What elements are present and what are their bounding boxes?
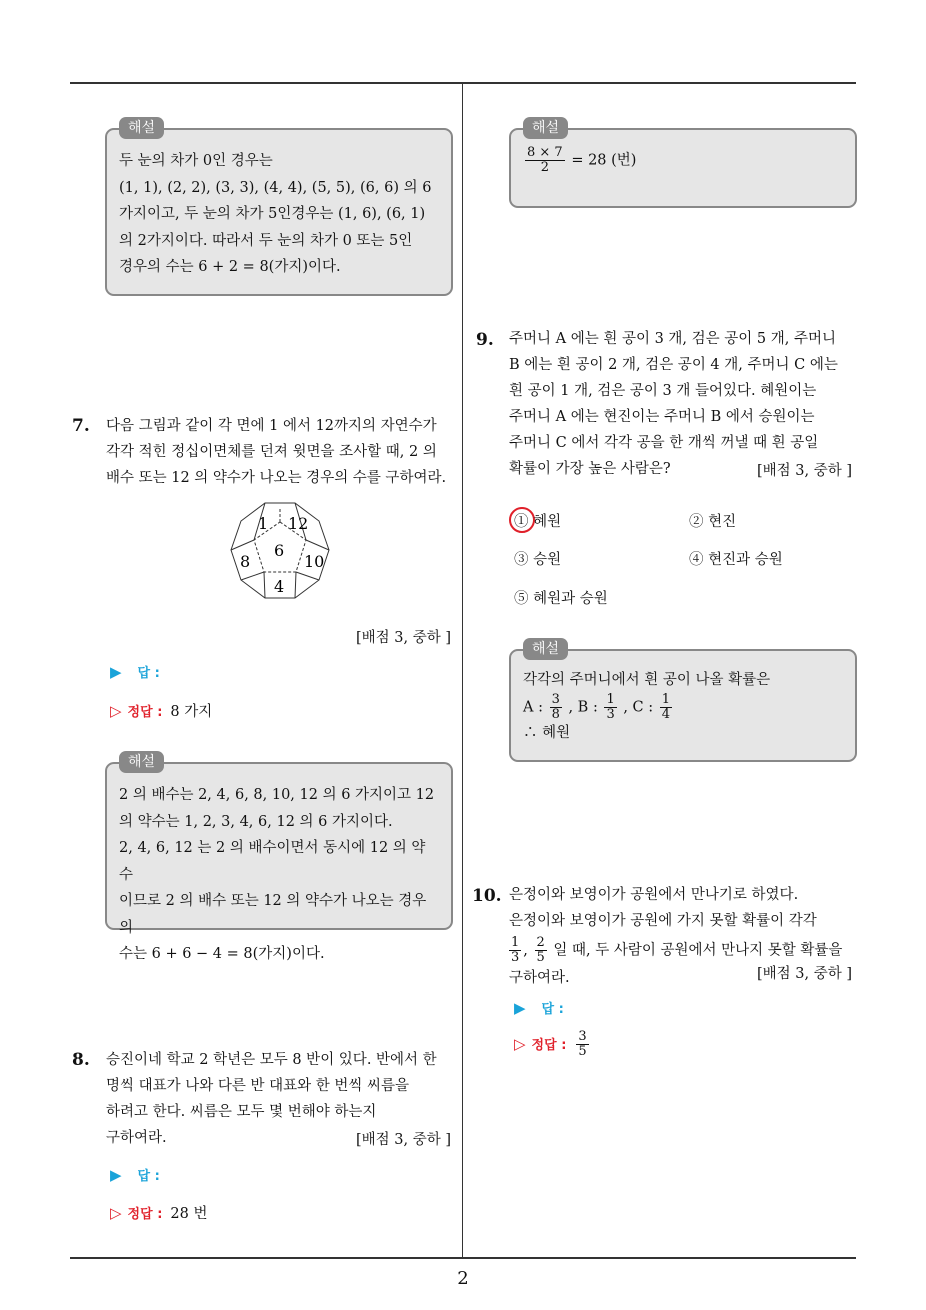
question-text <box>106 413 458 491</box>
answer-label: 답 : <box>541 1002 564 1017</box>
correct-line <box>110 700 212 721</box>
option-2[interactable]: ② 현진 <box>689 514 737 530</box>
question-line: 구하여라. <box>509 970 570 986</box>
play-triangle-icon: ▶ <box>514 999 526 1017</box>
fraction <box>550 693 562 722</box>
solution-line: 경우의 수는 6 + 2 = 8(가지)이다. <box>119 259 341 275</box>
fraction <box>509 936 521 965</box>
fraction-denominator: 5 <box>578 1044 587 1059</box>
outline-triangle-icon: ▷ <box>514 1034 526 1053</box>
correct-value: 28 번 <box>170 1206 208 1222</box>
solution-fractions <box>523 693 843 722</box>
fraction-numerator: 1 <box>511 935 520 950</box>
fraction-numerator: 1 <box>606 692 615 707</box>
solution-box-q9 <box>509 641 857 762</box>
solution-tag: 해설 <box>523 638 568 660</box>
question-text-inline: 일 때, 두 사람이 공원에서 만나지 못할 확률을 <box>553 942 843 959</box>
question-line: 주머니 A 에는 흰 공이 3 개, 검은 공이 5 개, 주머니 <box>509 331 836 347</box>
answer-line <box>110 1165 160 1184</box>
solution-line: 의 약수는 1, 2, 3, 4, 6, 12 의 6 가지이다. <box>119 813 393 830</box>
question-line: 승진이네 학교 2 학년은 모두 8 반이 있다. 반에서 한 <box>106 1052 437 1068</box>
question-line: 흰 공이 1 개, 검은 공이 3 개 들어있다. 혜원이는 <box>509 383 817 399</box>
fraction <box>535 936 547 965</box>
comma: , <box>523 942 528 959</box>
correct-value: 8 가지 <box>170 704 213 720</box>
label-a: A : <box>523 699 543 716</box>
solution-line: ∴ 혜원 <box>523 725 571 741</box>
solution-line: (1, 1), (2, 2), (3, 3), (4, 4), (5, 5), (6, 6) 의 6 <box>119 179 432 196</box>
question-line: 구하여라. <box>106 1130 167 1146</box>
label-b: , B : <box>568 699 598 716</box>
dodecahedron-figure <box>228 500 332 604</box>
solution-line: 수는 6 + 6 − 4 = 8(가지)이다. <box>119 946 325 962</box>
solution-line: 각각의 주머니에서 흰 공이 나올 확률은 <box>523 672 771 688</box>
fraction-numerator: 3 <box>551 692 560 707</box>
bottom-rule <box>70 1257 856 1259</box>
label-c: , C : <box>623 699 654 716</box>
solution-line: 가지이고, 두 눈의 차가 5인경우는 (1, 6), (6, 1) <box>119 206 426 222</box>
score-label: [배점 3, 중하 ] <box>757 463 853 479</box>
question-number: 8. <box>72 1050 90 1070</box>
question-number: 9. <box>476 330 494 350</box>
figure-label: 10 <box>304 552 325 571</box>
question-line: 다음 그림과 같이 각 면에 1 에서 12까지의 자연수가 <box>106 418 437 434</box>
solution-text: = 28 (번) <box>571 152 637 169</box>
solution-tag: 해설 <box>523 117 568 139</box>
solution-line: 2, 4, 6, 12 는 2 의 배수이면서 동시에 12 의 약수 <box>119 840 426 883</box>
question-line: 주머니 A 에는 현진이는 주머니 B 에서 승원이는 <box>509 409 815 425</box>
play-triangle-icon: ▶ <box>110 663 122 681</box>
answer-line <box>514 998 564 1017</box>
option-3[interactable]: ③ 승원 <box>514 552 562 568</box>
figure-label: 1 <box>258 514 269 533</box>
question-line: B 에는 흰 공이 2 개, 검은 공이 4 개, 주머니 C 에는 <box>509 357 838 373</box>
question-line: 명씩 대표가 나와 다른 반 대표와 한 번씩 씨름을 <box>106 1078 410 1094</box>
question-line: 각각 적힌 정십이면체를 던져 윗면을 조사할 때, 2 의 <box>106 444 437 460</box>
fraction-denominator: 4 <box>661 707 671 722</box>
question-line: 은정이와 보영이가 공원에 가지 못할 확률이 각각 <box>509 913 817 929</box>
solution-line: 이므로 2 의 배수 또는 12 의 약수가 나오는 경우의 <box>119 893 427 936</box>
fraction <box>604 693 616 722</box>
figure-label: 8 <box>240 552 251 571</box>
question-line: 은정이와 보영이가 공원에서 만나기로 하였다. <box>509 887 799 903</box>
solution-line: 두 눈의 차가 0인 경우는 <box>119 153 273 169</box>
score-label: [배점 3, 중하 ] <box>757 966 853 982</box>
fraction <box>525 146 565 175</box>
fraction-numerator: 8 × 7 <box>527 145 563 160</box>
question-number: 10. <box>472 886 502 906</box>
question-line: 주머니 C 에서 각각 공을 한 개씩 꺼낼 때 흰 공일 <box>509 435 819 451</box>
fraction-denominator: 3 <box>606 707 615 722</box>
question-line: 배수 또는 12 의 약수가 나오는 경우의 수를 구하여라. <box>106 470 447 486</box>
answer-label: 답 : <box>137 666 160 681</box>
solution-box-top-left <box>105 120 453 296</box>
fraction-denominator: 3 <box>511 950 520 965</box>
solution-line: 의 2가지이다. 따라서 두 눈의 차가 0 또는 5인 <box>119 232 413 249</box>
question-line: 하려고 한다. 씨름은 모두 몇 번해야 하는지 <box>106 1104 377 1120</box>
option-4[interactable]: ④ 현진과 승원 <box>689 552 783 568</box>
score-label: [배점 3, 중하 ] <box>356 630 452 646</box>
question-line: 확률이 가장 높은 사람은? <box>509 461 671 477</box>
correct-label: 정답 : <box>127 705 163 720</box>
solution-line: 2 의 배수는 2, 4, 6, 8, 10, 12 의 6 가지이고 12 <box>119 787 435 803</box>
solution-tag: 해설 <box>119 117 164 139</box>
fraction-numerator: 2 <box>536 935 545 950</box>
fraction-denominator: 5 <box>536 950 545 965</box>
question-number: 7. <box>72 416 90 436</box>
fraction <box>660 693 672 722</box>
solution-tag: 해설 <box>119 751 164 773</box>
fraction-numerator: 1 <box>661 692 671 707</box>
outline-triangle-icon: ▷ <box>110 1204 122 1222</box>
fraction-denominator: 2 <box>540 160 549 175</box>
option-1[interactable]: ① 혜원 <box>514 514 562 530</box>
answer-label: 답 : <box>137 1169 160 1184</box>
solution-box-q8 <box>509 120 857 208</box>
outline-triangle-icon: ▷ <box>110 702 122 720</box>
column-divider <box>462 83 463 1258</box>
fraction-numerator: 3 <box>578 1029 587 1044</box>
answer-line <box>110 662 160 681</box>
top-rule <box>70 82 856 84</box>
fraction-denominator: 8 <box>551 707 560 722</box>
page-number: 2 <box>457 1268 469 1289</box>
fraction <box>576 1030 588 1059</box>
correct-line <box>110 1202 207 1223</box>
correct-label: 정답 : <box>127 1207 163 1222</box>
figure-label: 12 <box>288 514 309 533</box>
correct-line <box>514 1030 591 1059</box>
correct-label: 정답 : <box>531 1037 567 1053</box>
score-label: [배점 3, 중하 ] <box>356 1132 452 1148</box>
question-line <box>509 936 859 965</box>
play-triangle-icon: ▶ <box>110 1166 122 1184</box>
figure-label: 6 <box>274 541 285 560</box>
option-5[interactable]: ⑤ 혜원과 승원 <box>514 591 608 607</box>
figure-label: 4 <box>274 577 285 596</box>
solution-box-q7 <box>105 754 453 962</box>
